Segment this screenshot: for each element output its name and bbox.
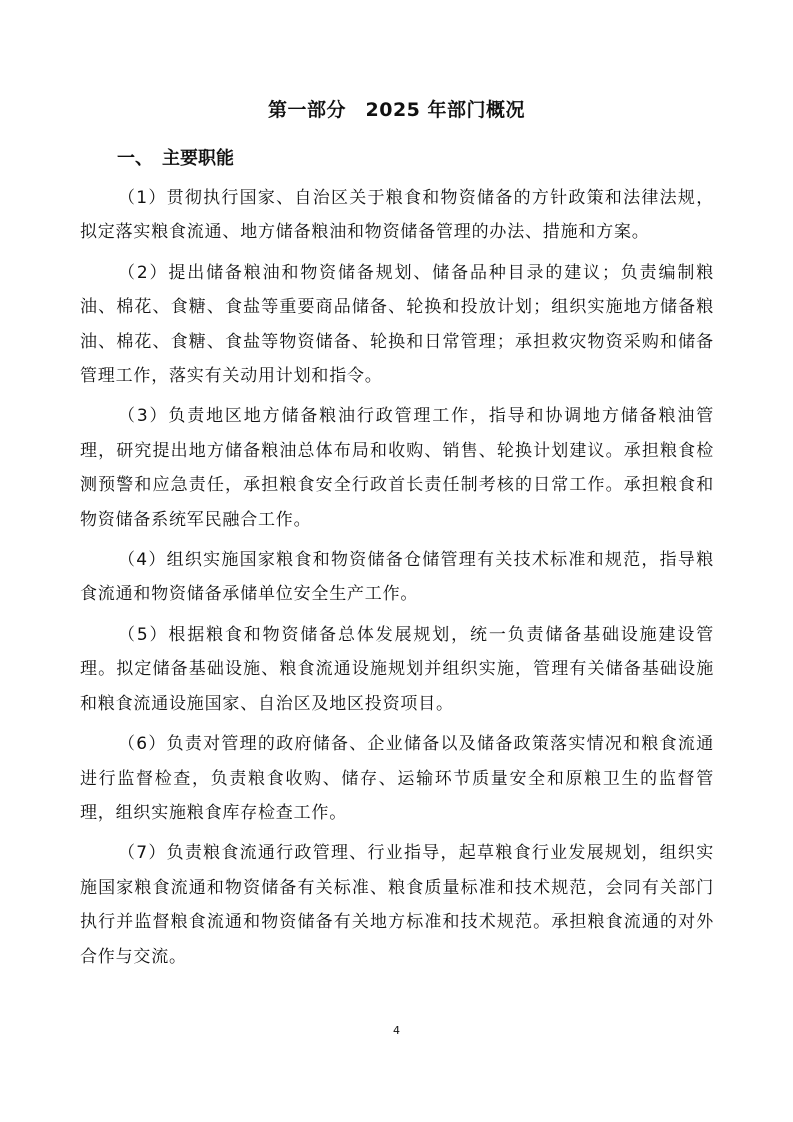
paragraph-5: （5）根据粮食和物资储备总体发展规划，统一负责储备基础设施建设管理。拟定储备基础设施、粮食流通设施规划并组织实施，管理有关储备基础设施和粮食流通设施国家、自治区及地区投资项目。 [80, 624, 714, 714]
paragraph-7: （7）负责粮食流通行政管理、行业指导，起草粮食行业发展规划，组织实施国家粮食流通和物资储备有关标准、粮食质量标准和技术规范，会同有关部门执行并监督粮食流通和物资储备有关地方标准和技术规范。承担粮食流通的对外合作与交流。 [80, 843, 714, 967]
paragraph-6: （6）负责对管理的政府储备、企业储备以及储备政策落实情况和粮食流通进行监督检查，负责粮食收购、储存、运输环节质量安全和原粮卫生的监督管理，组织实施粮食库存检查工作。 [80, 734, 714, 823]
page-title: 第一部分 2025 年部门概况 [268, 99, 525, 121]
paragraph-2: （2）提出储备粮油和物资储备规划、储备品种目录的建议；负责编制粮油、棉花、食糖、食盐等重要商品储备、轮换和投放计划；组织实施地方储备粮油、棉花、食糖、食盐等物资储备、轮换和日常管理；承担救灾物资采购和储备管理工作，落实有关动用计划和指令。 [80, 262, 714, 387]
paragraph-4: （4）组织实施国家粮食和物资储备仓储管理有关技术标准和规范，指导粮食流通和物资储备承储单位安全生产工作。 [80, 550, 714, 605]
paragraph-3: （3）负责地区地方储备粮油行政管理工作，指导和协调地方储备粮油管理，研究提出地方储备粮油总体布局和收购、销售、轮换计划建议。承担粮食检测预警和应急责任，承担粮食安全行政首长责任制考核的日常工作。承担粮食和物资储备系统军民融合工作。 [80, 406, 714, 530]
document-body [80, 181, 714, 980]
section-heading: 一、 主要职能 [117, 148, 234, 169]
page-number: 4 [393, 1024, 400, 1037]
paragraph-1: （1）贯彻执行国家、自治区关于粮食和物资储备的方针政策和法律法规，拟定落实粮食流通、地方储备粮油和物资储备管理的办法、措施和方案。 [80, 188, 714, 243]
